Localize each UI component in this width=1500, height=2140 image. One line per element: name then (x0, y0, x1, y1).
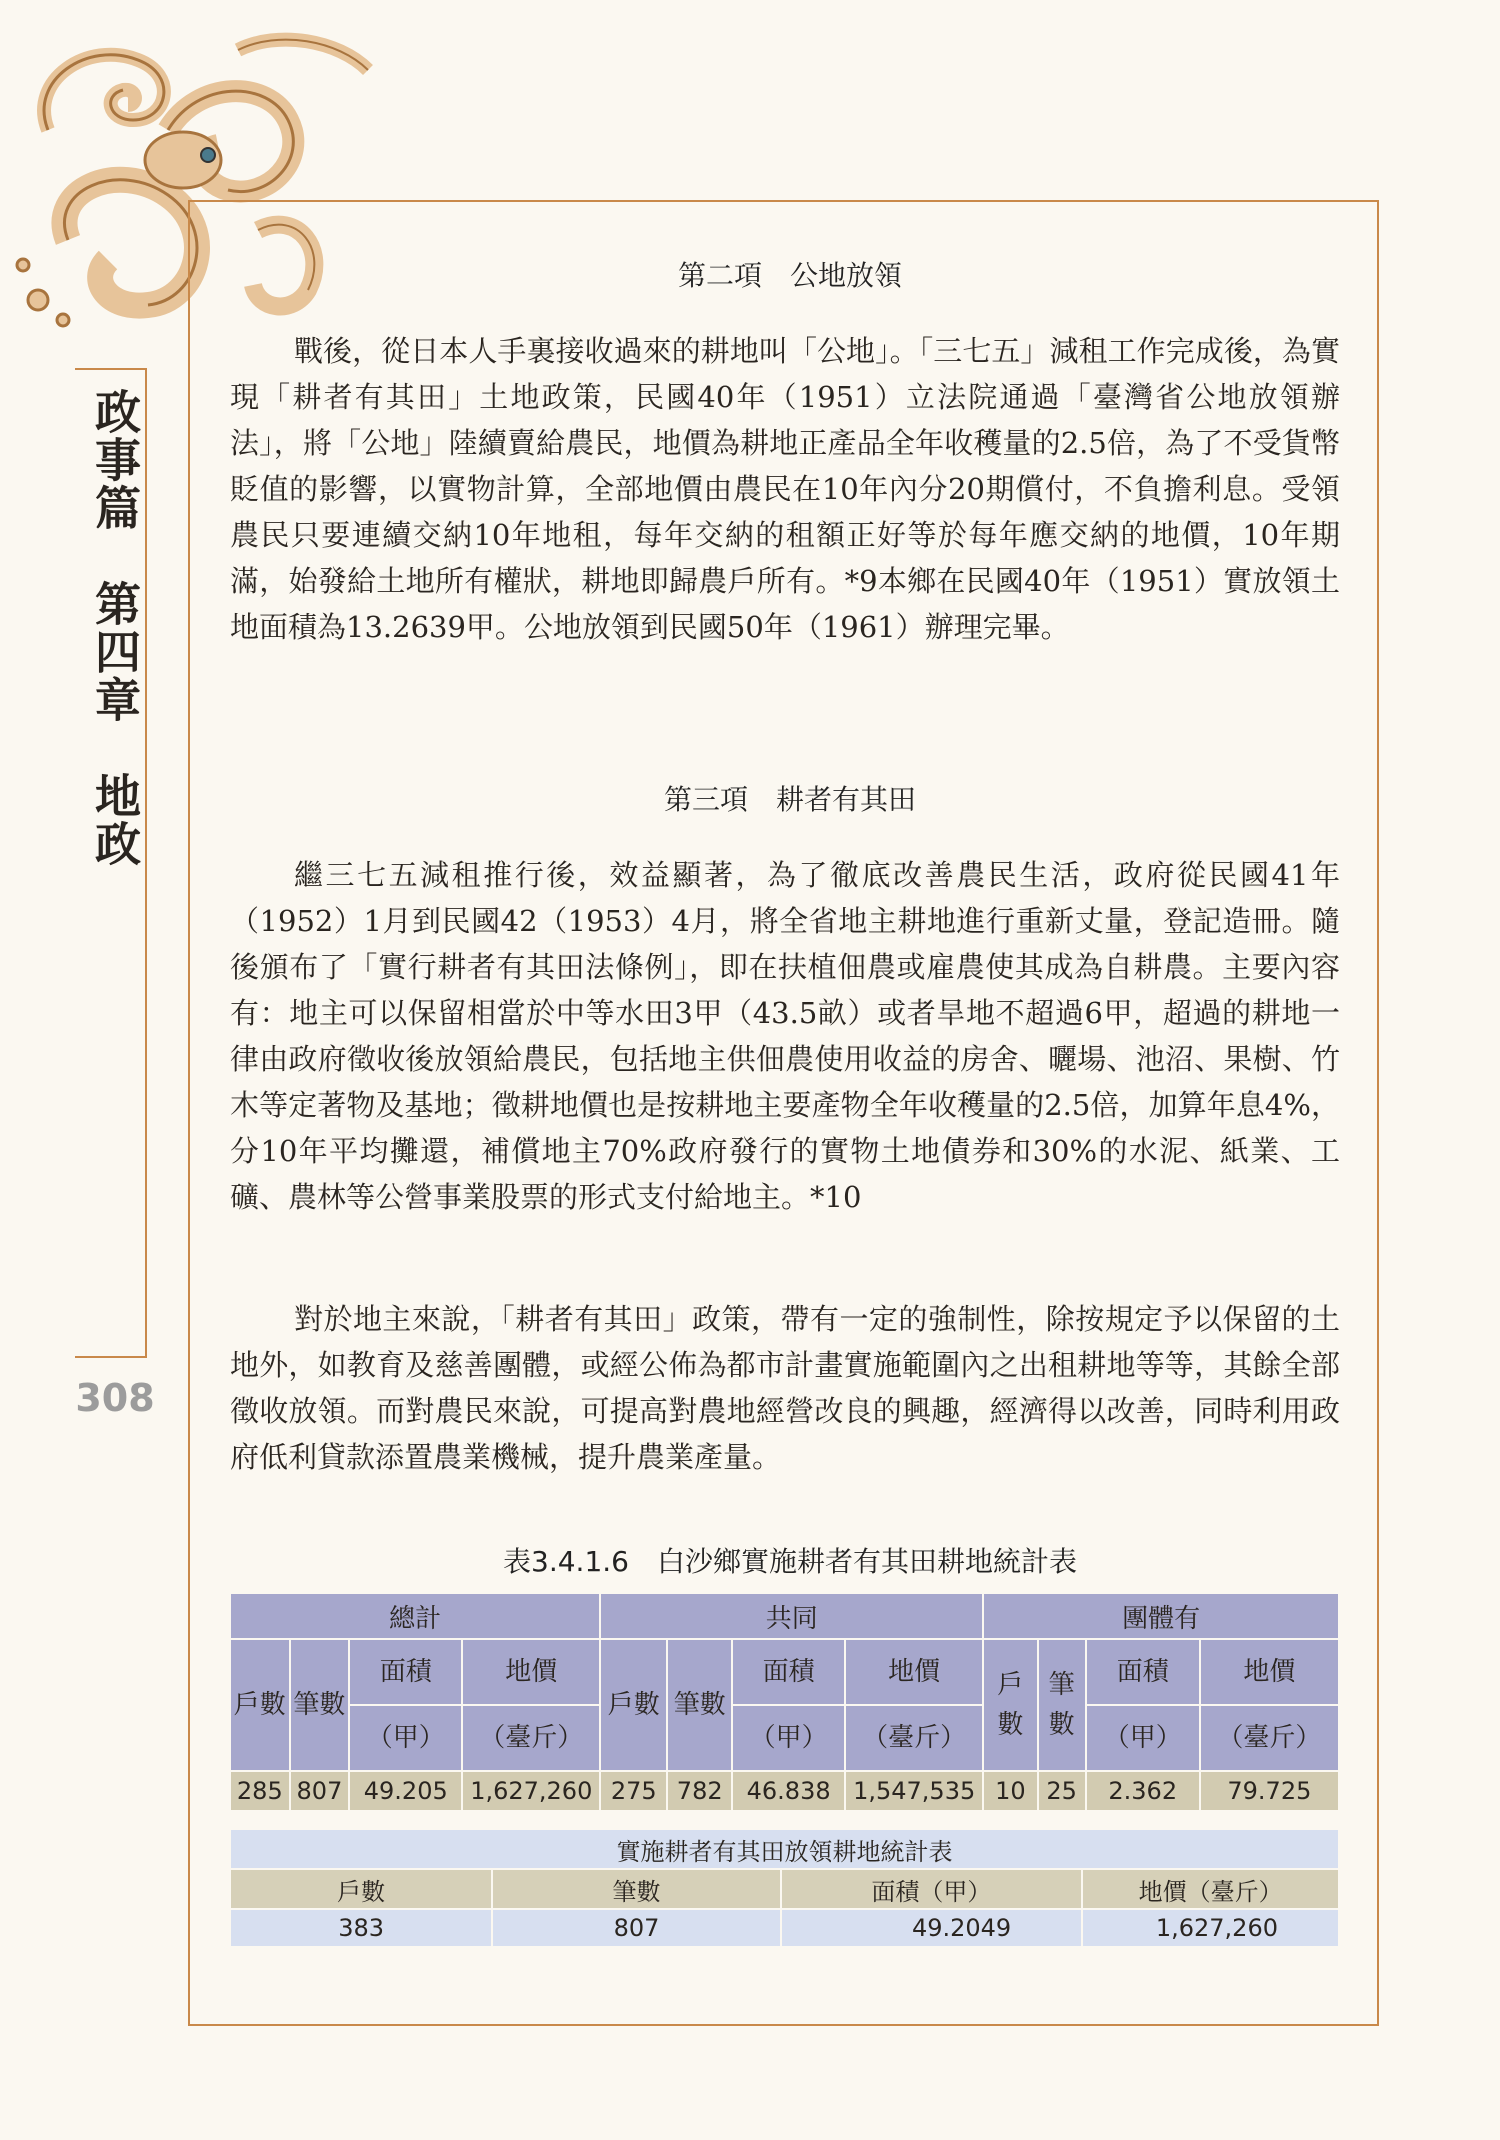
section-heading-public-land: 第二項 公地放領 (677, 259, 902, 292)
table2-cell-parcels: 807 (492, 1909, 780, 1947)
section-heading-land-to-tiller: 第三項 耕者有其田 (663, 783, 916, 816)
land-statistics-table (229, 1592, 1340, 1812)
col-price: 地價 (845, 1639, 983, 1705)
cell-total-households: 285 (230, 1771, 290, 1811)
col-area: 面積 (1086, 1639, 1200, 1705)
table2-header-price: 地價（臺斤） (1082, 1869, 1339, 1909)
chapter-title: 政事篇 第四章 地政 (88, 388, 142, 868)
col-area-unit: （甲） (349, 1705, 462, 1771)
table2-cell-price: 1,627,260 (1082, 1909, 1339, 1947)
cell-group-area: 2.362 (1086, 1771, 1200, 1811)
cell-group-price: 79.725 (1200, 1771, 1339, 1811)
paragraph-public-land: 戰後，從日本人手裏接收過來的耕地叫「公地」。「三七五」減租工作完成後，為實現「耕者有其田」土地政策，民國40年（1951）立法院通過「臺灣省公地放領辦法」，將「公地」陸續賣給農民，地價為耕地正產品全年收穫量的2.5倍，為了不受貨幣貶值的影響，以實物計算，全部地價由農民在10年內分20期償付，不負擔利息。受領農民只要連續交納10年地租，每年交納的租額正好等於每年應交納的地價，10年期滿，始發給土地所有權狀，耕地即歸農戶所有。*9本鄉在民國40年（1951）實放領土地面積為13.2639甲。公地放領到民國50年（1961）辦理完畢。 (230, 334, 1340, 644)
col-parcels: 筆數 (667, 1639, 732, 1771)
table-row (230, 1909, 1339, 1947)
table-row (230, 1771, 1339, 1811)
col-parcels-vertical: 筆 數 (1038, 1639, 1086, 1771)
col-price-unit: （臺斤） (1200, 1705, 1339, 1771)
group-header-total: 總計 (230, 1593, 600, 1639)
col-parcels: 筆數 (290, 1639, 350, 1771)
col-households: 戶數 (600, 1639, 667, 1771)
table2-header-households: 戶數 (230, 1869, 492, 1909)
col-price: 地價 (1200, 1639, 1339, 1705)
col-price: 地價 (462, 1639, 600, 1705)
col-price-unit: （臺斤） (845, 1705, 983, 1771)
cell-total-price: 1,627,260 (462, 1771, 600, 1811)
cell-joint-price: 1,547,535 (845, 1771, 983, 1811)
col-households-vertical: 戶 數 (983, 1639, 1037, 1771)
cell-total-area: 49.205 (349, 1771, 462, 1811)
group-header-group-owned: 團體有 (983, 1593, 1339, 1639)
table2-header-area: 面積（甲） (781, 1869, 1083, 1909)
table-title: 表3.4.1.6 白沙鄉實施耕者有其田耕地統計表 (503, 1545, 1077, 1578)
cell-joint-households: 275 (600, 1771, 667, 1811)
table2-cell-area: 49.2049 (781, 1909, 1083, 1947)
release-statistics-table (229, 1828, 1340, 1948)
cell-total-parcels: 807 (290, 1771, 350, 1811)
paragraph-land-to-tiller-1: 繼三七五減租推行後，效益顯著，為了徹底改善農民生活，政府從民國41年（1952）1月到民國42（1953）4月，將全省地主耕地進行重新丈量，登記造冊。隨後頒布了「實行耕者有其田法條例」，即在扶植佃農或雇農使其成為自耕農。主要內容有：地主可以保留相當於中等水田3甲（43.5畝）或者旱地不超過6甲，超過的耕地一律由政府徵收後放領給農民，包括地主供佃農使用收益的房舍、曬場、池沼、果樹、竹木等定著物及基地；徵耕地價也是按耕地主要產物全年收穫量的2.5倍，加算年息4%，分10年平均攤還，補償地主70%政府發行的實物土地債券和30%的水泥、紙業、工礦、農林等公營事業股票的形式支付給地主。*10 (230, 858, 1340, 1214)
group-header-joint: 共同 (600, 1593, 983, 1639)
table2-caption: 實施耕者有其田放領耕地統計表 (230, 1829, 1339, 1869)
cell-group-households: 10 (983, 1771, 1037, 1811)
page-number: 308 (75, 1376, 155, 1420)
table2-header-parcels: 筆數 (492, 1869, 780, 1909)
paragraph-land-to-tiller-2: 對於地主來說，「耕者有其田」政策，帶有一定的強制性，除按規定予以保留的土地外，如教育及慈善團體，或經公佈為都市計畫實施範圍內之出租耕地等等，其餘全部徵收放領。而對農民來說，可提高對農地經營改良的興趣，經濟得以改善，同時利用政府低利貸款添置農業機械，提升農業產量。 (230, 1302, 1340, 1474)
cell-joint-parcels: 782 (667, 1771, 732, 1811)
col-price-unit: （臺斤） (462, 1705, 600, 1771)
cell-joint-area: 46.838 (732, 1771, 845, 1811)
col-area: 面積 (732, 1639, 845, 1705)
cell-group-parcels: 25 (1038, 1771, 1086, 1811)
table2-cell-households: 383 (230, 1909, 492, 1947)
col-area-unit: （甲） (1086, 1705, 1200, 1771)
col-households: 戶數 (230, 1639, 290, 1771)
col-area: 面積 (349, 1639, 462, 1705)
col-area-unit: （甲） (732, 1705, 845, 1771)
